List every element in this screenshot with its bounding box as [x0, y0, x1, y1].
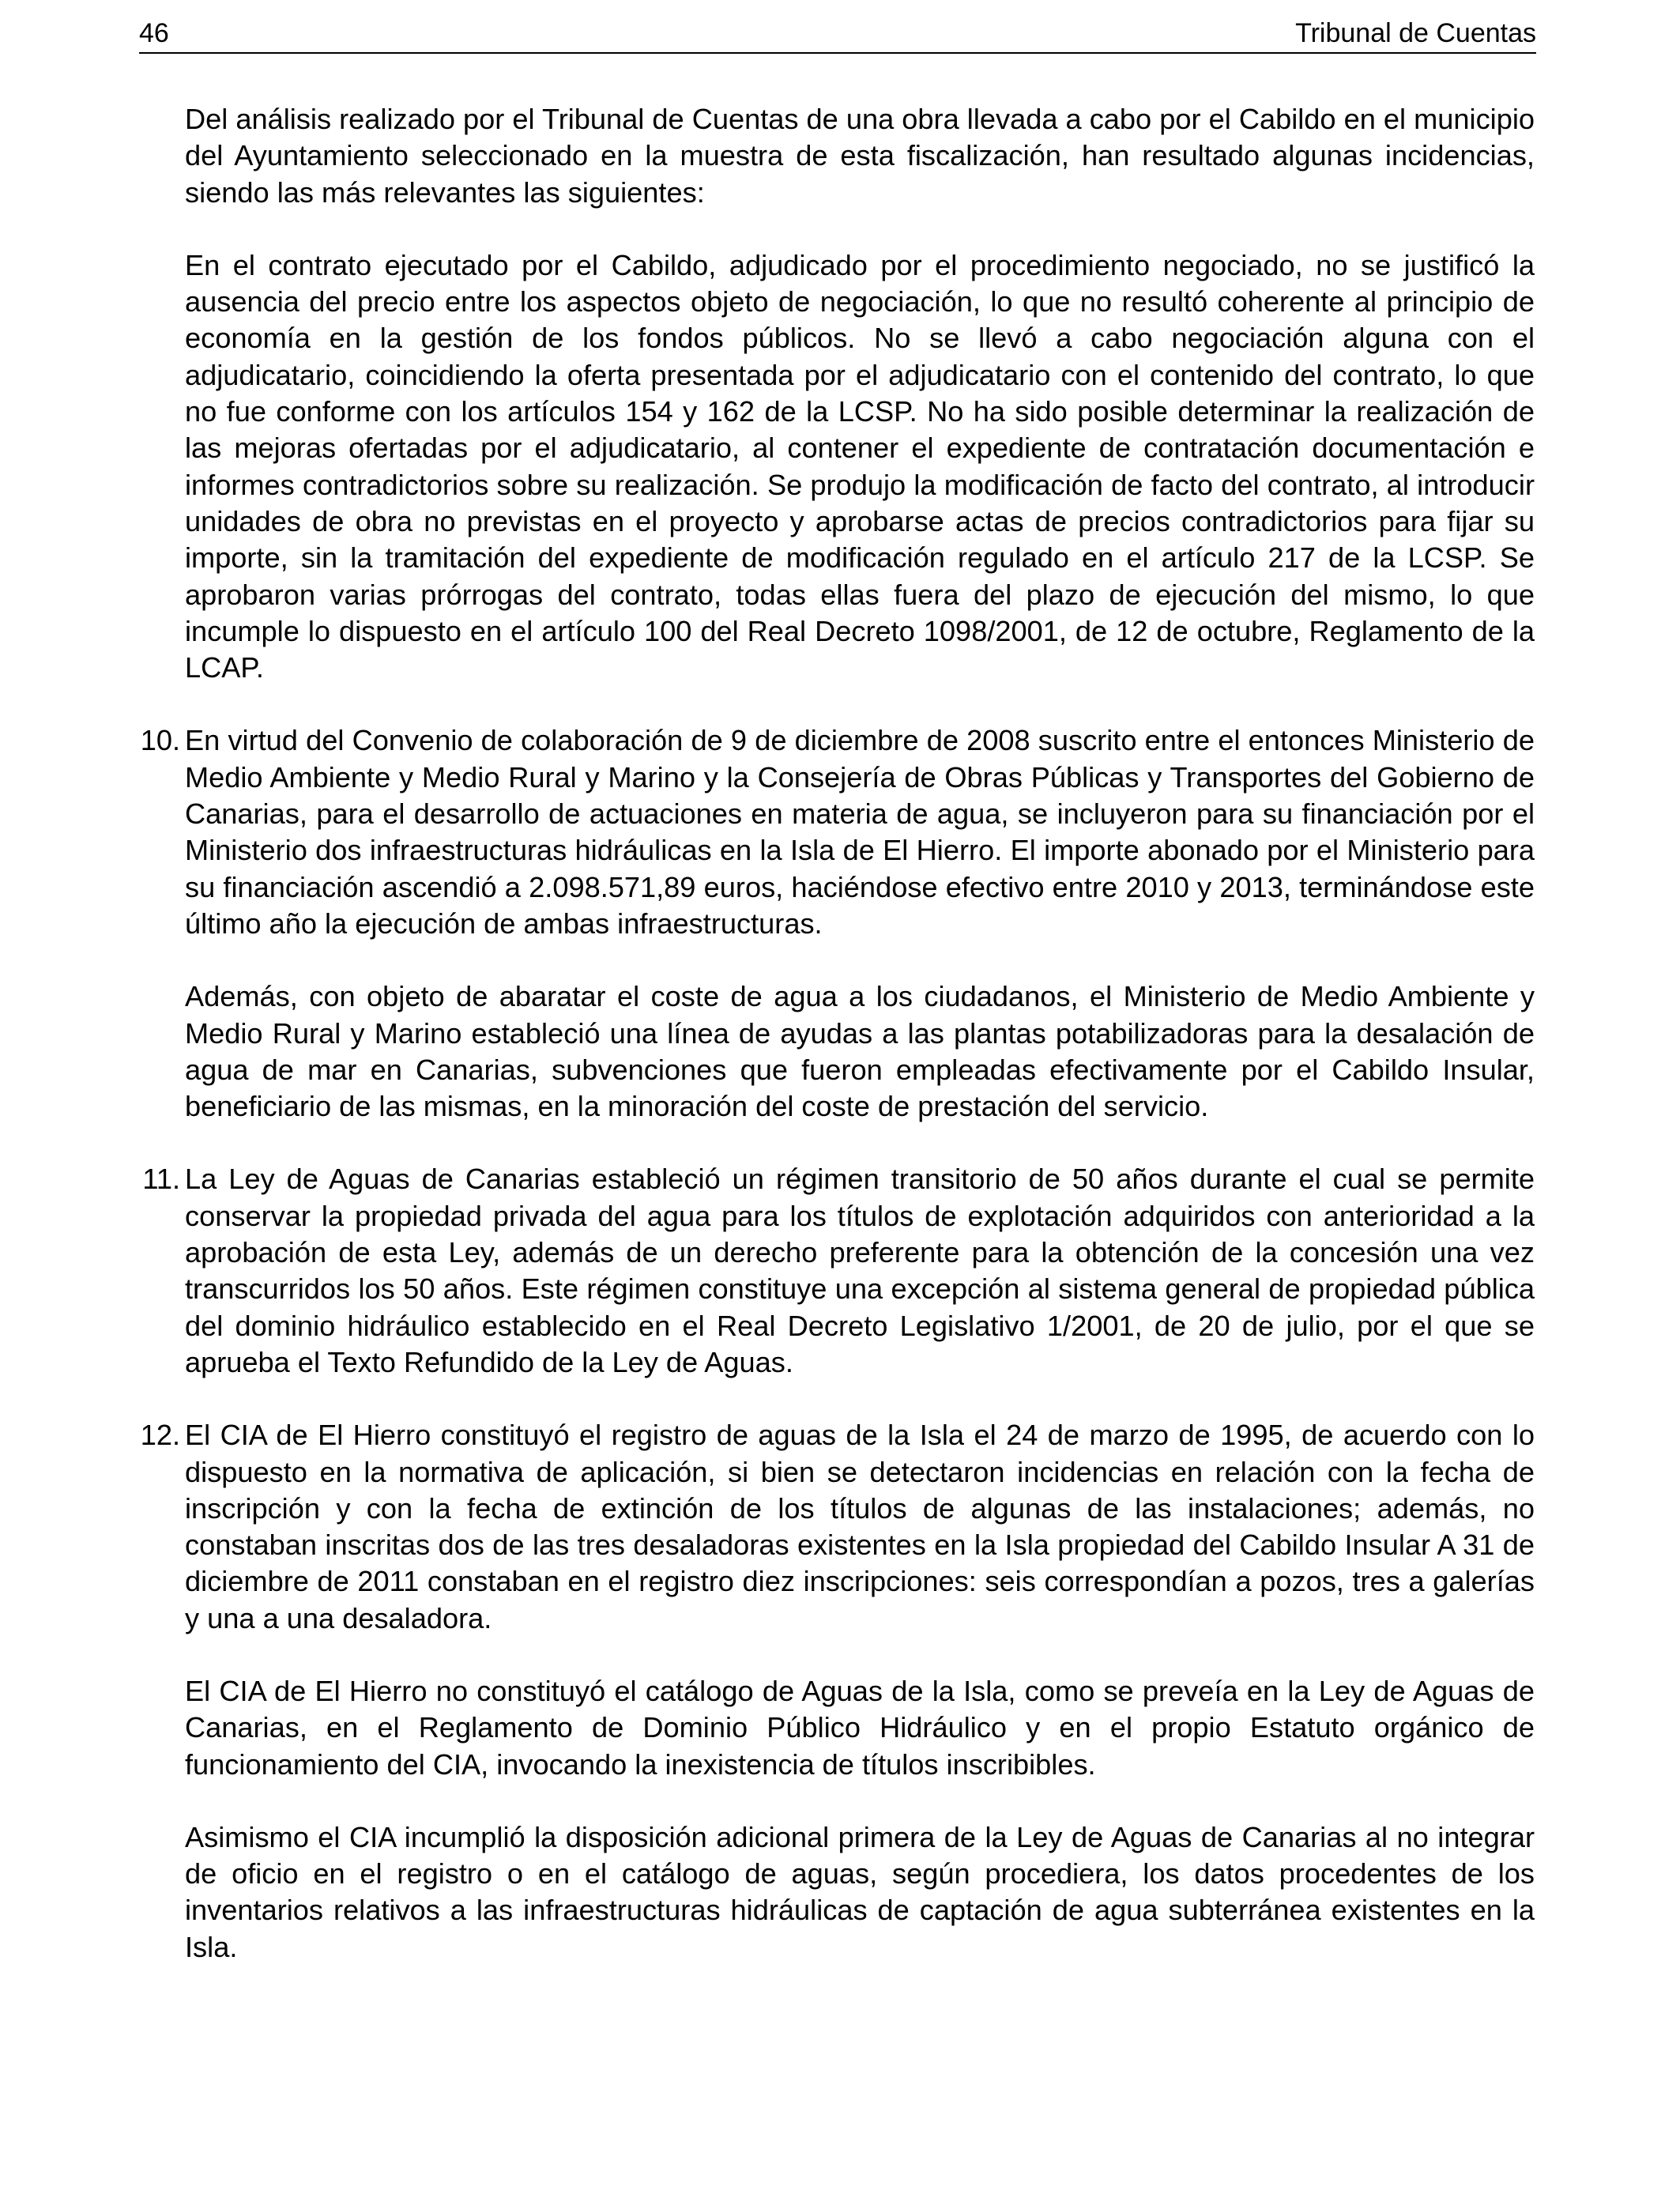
item-number: 10. [140, 724, 180, 757]
page-number: 46 [139, 18, 169, 48]
item-paragraph: La Ley de Aguas de Canarias estableció un régimen transitorio de 50 años durante el cual se permite conservar la propiedad privada del agua para los títulos de explotación adquiridos con anterioridad a la aprobación de esta Ley, además de un derecho preferente para la obtención de la concesión una vez transcurridos los 50 años. Este régimen constituye una excepción al sistema general de propiedad pública del dominio hidráulico establecido en el Real Decreto Legislativo 1/2001, de 20 de julio, por el que se aprueba el Texto Refundido de la Ley de Aguas. [185, 1163, 1535, 1378]
list-item-10 [140, 722, 1535, 1125]
item-number: 11. [142, 1163, 180, 1196]
item-paragraph: Asimismo el CIA incumplió la disposición adicional primera de la Ley de Aguas de Canarias al no integrar de oficio en el registro o en el catálogo de aguas, según procediera, los datos procedentes de los inventarios relativos a las infraestructuras hidráulicas de captación de agua subterránea existentes en la Isla. [185, 1820, 1535, 1963]
running-title: Tribunal de Cuentas [1295, 18, 1536, 48]
list-item-11 [142, 1161, 1535, 1381]
page-header [139, 14, 1536, 54]
contract-findings-paragraph: En el contrato ejecutado por el Cabildo, adjudicado por el procedimiento negociado, no se justificó la ausencia del precio entre los aspectos objeto de negociación, lo que no resultó coherente al principio de economía en la gestión de los fondos públicos. No se llevó a cabo negociación alguna con el adjudicatario, coincidiendo la oferta presentada por el adjudicatario con el contenido del contrato, lo que no fue conforme con los artículos 154 y 162 de la LCSP. No ha sido posible determinar la realización de las mejoras ofertadas por el adjudicatario, al contener el expediente de contratación documentación e informes contradictorios sobre su realización. Se produjo la modificación de facto del contrato, al introducir unidades de obra no previstas en el proyecto y aprobarse actas de precios contradictorios para fijar su importe, sin la tramitación del expediente de modificación regulado en el artículo 217 de la LCSP. Se aprobaron varias prórrogas del contrato, todas ellas fuera del plazo de ejecución del mismo, lo que incumple lo dispuesto en el artículo 100 del Real Decreto 1098/2001, de 12 de octubre, Reglamento de la LCAP. [185, 248, 1535, 684]
item-paragraph: El CIA de El Hierro no constituyó el catálogo de Aguas de la Isla, como se preveía en la Ley de Aguas de Canarias, en el Reglamento de Dominio Público Hidráulico y en el propio Estatuto orgánico de funcionamiento del CIA, invocando la inexistencia de títulos inscribibles. [185, 1674, 1535, 1781]
item-number: 12. [140, 1419, 180, 1452]
document-body [140, 101, 1535, 1966]
intro-paragraph: Del análisis realizado por el Tribunal de Cuentas de una obra llevada a cabo por el Cabildo en el municipio del Ayuntamiento seleccionado en la muestra de esta fiscalización, han resultado algunas incidencias, siendo las más relevantes las siguientes: [185, 103, 1535, 209]
item-paragraph: Además, con objeto de abaratar el coste de agua a los ciudadanos, el Ministerio de Medio Ambiente y Medio Rural y Marino estableció una línea de ayudas a las plantas potabilizadoras para la desalación de agua de mar en Canarias, subvenciones que fueron empleadas efectivamente por el Cabildo Insular, beneficiario de las mismas, en la minoración del coste de prestación del servicio. [185, 980, 1535, 1123]
item-paragraph: El CIA de El Hierro constituyó el registro de aguas de la Isla el 24 de marzo de 1995, de acuerdo con lo dispuesto en la normativa de aplicación, si bien se detectaron incidencias en relación con la fecha de inscripción y con la fecha de extinción de los títulos de algunas de las instalaciones; además, no constaban inscritas dos de las tres desaladoras existentes en la Isla propiedad del Cabildo Insular A 31 de diciembre de 2011 constaban en el registro diez inscripciones: seis correspondían a pozos, tres a galerías y una a una desaladora. [185, 1419, 1535, 1634]
item-paragraph: En virtud del Convenio de colaboración de 9 de diciembre de 2008 suscrito entre el entonces Ministerio de Medio Ambiente y Medio Rural y Marino y la Consejería de Obras Públicas y Transportes del Gobierno de Canarias, para el desarrollo de actuaciones en materia de agua, se incluyeron para su financiación por el Ministerio dos infraestructuras hidráulicas en la Isla de El Hierro. El importe abonado por el Ministerio para su financiación ascendió a 2.098.571,89 euros, haciéndose efectivo entre 2010 y 2013, terminándose este último año la ejecución de ambas infraestructuras. [185, 724, 1535, 940]
list-item-12 [140, 1417, 1535, 1966]
